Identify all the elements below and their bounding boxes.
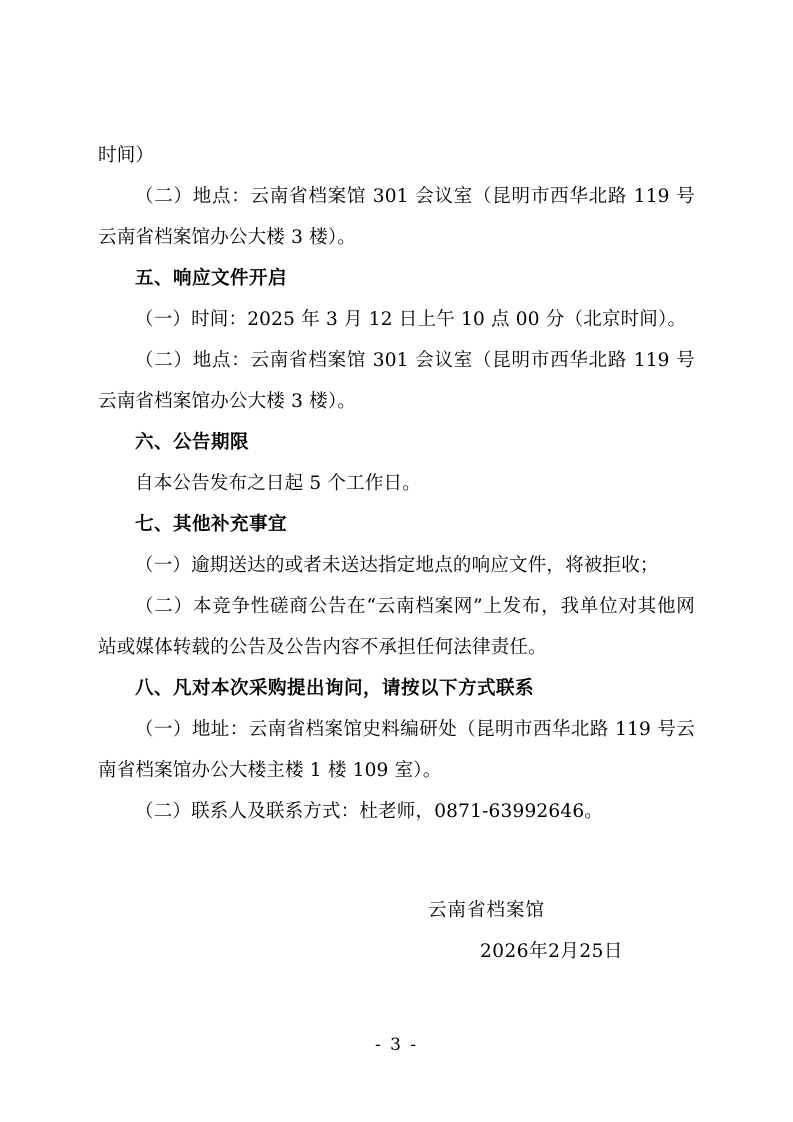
- document-body: [98, 135, 695, 972]
- paragraph-delivery-location: （二）地点：云南省档案馆 301 会议室（昆明市西华北路 119 号云南省档案馆办公大楼 3 楼）。: [98, 186, 695, 248]
- page-number: - 3 -: [374, 1035, 419, 1055]
- signature-date: 2026年2月25日: [480, 941, 623, 962]
- section-heading-six: 六、公告期限: [135, 432, 250, 453]
- paragraph-contact-person: （二）联系人及联系方式：杜老师，0871-63992646。: [135, 801, 603, 822]
- paragraph-opening-time: （一）时间：2025 年 3 月 12 日上午 10 点 00 分（北京时间）。: [135, 309, 687, 330]
- signature-block: [98, 890, 695, 972]
- section-heading-five: 五、响应文件开启: [135, 268, 288, 289]
- paragraph-announcement-period: 自本公告发布之日起 5 个工作日。: [135, 473, 421, 494]
- paragraph-publication-notice: （二）本竞争性磋商公告在“云南档案网”上发布，我单位对其他网站或媒体转载的公告及公告内容不承担任何法律责任。: [98, 596, 695, 658]
- section-heading-eight: 八、凡对本次采购提出询问，请按以下方式联系: [135, 678, 535, 699]
- paragraph-opening-location: （二）地点：云南省档案馆 301 会议室（昆明市西华北路 119 号云南省档案馆办公大楼 3 楼）。: [98, 350, 695, 412]
- signature-organization: 云南省档案馆: [428, 900, 546, 921]
- paragraph-time-continuation: 时间）: [98, 145, 155, 166]
- paragraph-contact-address: （一）地址：云南省档案馆史料编研处（昆明市西华北路 119 号云南省档案馆办公大楼主楼 1 楼 109 室）。: [98, 719, 695, 781]
- section-heading-seven: 七、其他补充事宜: [135, 514, 288, 535]
- paragraph-late-delivery: （一）逾期送达的或者未送达指定地点的响应文件，将被拒收；: [135, 555, 659, 576]
